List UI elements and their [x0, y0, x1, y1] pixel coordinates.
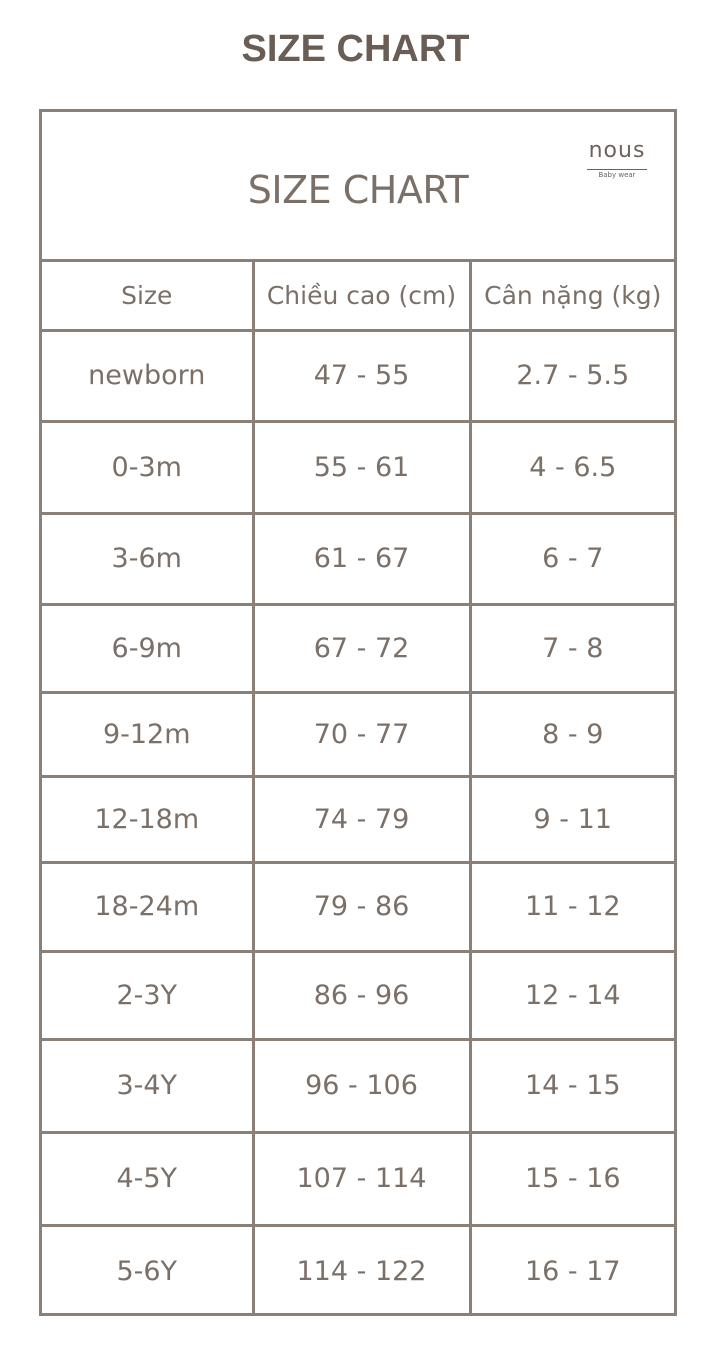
size-cell: newborn — [42, 330, 253, 421]
logo-divider — [587, 169, 647, 170]
column-header-size: Size — [42, 262, 253, 330]
weight-cell: 14 - 15 — [470, 1039, 674, 1132]
table-row — [42, 1039, 674, 1132]
table-row — [42, 692, 674, 776]
table-row — [42, 330, 674, 421]
table-header-row — [42, 262, 674, 330]
size-cell: 5-6Y — [42, 1225, 253, 1316]
table-row — [42, 951, 674, 1039]
height-cell: 47 - 55 — [253, 330, 470, 421]
table-row — [42, 513, 674, 604]
table-row — [42, 776, 674, 862]
weight-cell: 4 - 6.5 — [470, 421, 674, 513]
weight-cell: 15 - 16 — [470, 1132, 674, 1225]
weight-cell: 12 - 14 — [470, 951, 674, 1039]
height-cell: 70 - 77 — [253, 692, 470, 776]
weight-cell: 6 - 7 — [470, 513, 674, 604]
column-header-height: Chiều cao (cm) — [253, 262, 470, 330]
size-cell: 0-3m — [42, 421, 253, 513]
size-cell: 12-18m — [42, 776, 253, 862]
weight-cell: 9 - 11 — [470, 776, 674, 862]
height-cell: 114 - 122 — [253, 1225, 470, 1316]
height-cell: 67 - 72 — [253, 604, 470, 692]
size-cell: 4-5Y — [42, 1132, 253, 1225]
weight-cell: 2.7 - 5.5 — [470, 330, 674, 421]
height-cell: 107 - 114 — [253, 1132, 470, 1225]
table-row — [42, 1132, 674, 1225]
height-cell: 96 - 106 — [253, 1039, 470, 1132]
height-cell: 79 - 86 — [253, 862, 470, 951]
weight-cell: 7 - 8 — [470, 604, 674, 692]
chart-header — [42, 112, 674, 262]
height-cell: 74 - 79 — [253, 776, 470, 862]
size-cell: 18-24m — [42, 862, 253, 951]
height-cell: 61 - 67 — [253, 513, 470, 604]
page-title: SIZE CHART — [241, 28, 470, 70]
size-cell: 3-6m — [42, 513, 253, 604]
size-cell: 3-4Y — [42, 1039, 253, 1132]
weight-cell: 11 - 12 — [470, 862, 674, 951]
brand-logo — [577, 138, 657, 182]
table-row — [42, 604, 674, 692]
column-header-weight: Cân nặng (kg) — [470, 262, 674, 330]
size-table — [42, 262, 674, 1316]
size-chart — [39, 109, 677, 1316]
size-cell: 2-3Y — [42, 951, 253, 1039]
table-row — [42, 1225, 674, 1316]
brand-tagline: Baby wear — [598, 171, 636, 179]
size-cell: 6-9m — [42, 604, 253, 692]
height-cell: 86 - 96 — [253, 951, 470, 1039]
brand-name: nous — [588, 138, 646, 163]
size-cell: 9-12m — [42, 692, 253, 776]
table-row — [42, 421, 674, 513]
table-row — [42, 862, 674, 951]
weight-cell: 8 - 9 — [470, 692, 674, 776]
chart-title: SIZE CHART — [247, 168, 469, 212]
weight-cell: 16 - 17 — [470, 1225, 674, 1316]
height-cell: 55 - 61 — [253, 421, 470, 513]
